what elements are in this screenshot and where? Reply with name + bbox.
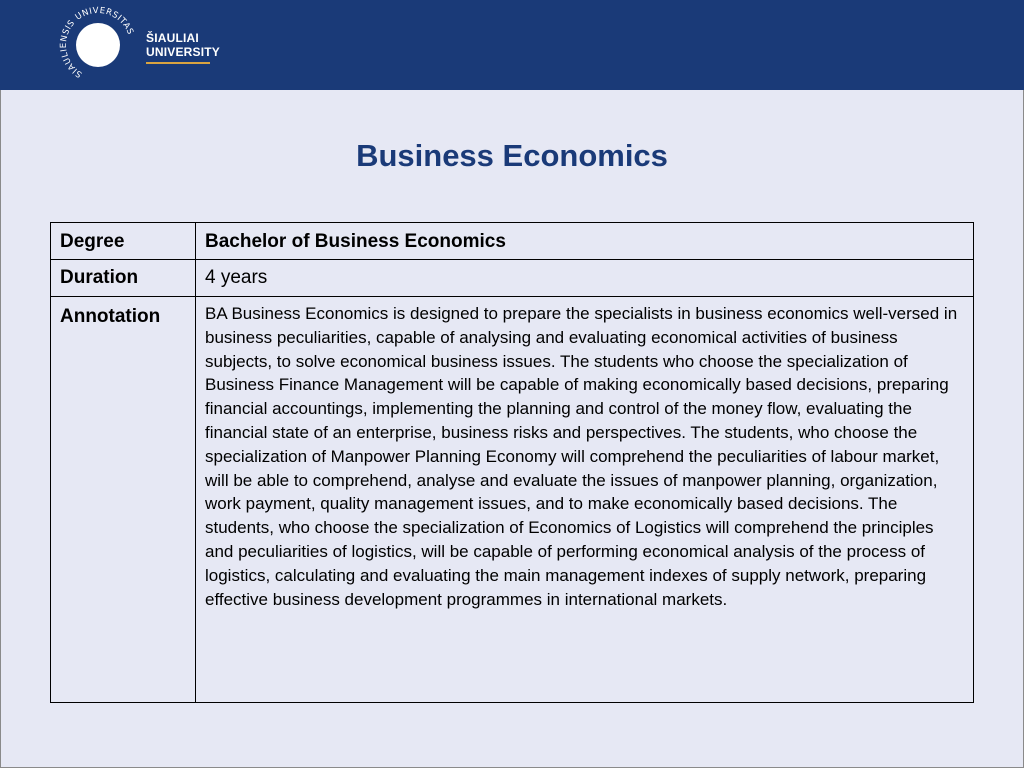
university-name-line2: UNIVERSITY [146, 45, 221, 59]
program-info-table [50, 222, 974, 703]
university-name [146, 31, 220, 59]
degree-label: Degree [51, 223, 196, 260]
header-banner [0, 0, 1024, 90]
duration-value: 4 years [196, 260, 974, 297]
annotation-value: BA Business Economics is designed to prepare the specialists in business economics well-versed in business peculiarities, capable of analysing and evaluating economical activities of business subjects, to solve economical business issues. The students who choose the specialization of Business Finance Management will be capable of making economically based decisions, preparing financial accountings, implementing the planning and control of the money flow, evaluating the financial state of an enterprise, business risks and perspectives. The students, who choose the specialization of Manpower Planning Economy will comprehend the peculiarities of labour market, will be able to comprehend, analyse and evaluate the issues of manpower planning, organization, work payment, quality management issues, and to make economically based decisions. The students, who choose the specialization of Economics of Logistics will comprehend the principles and peculiarities of logistics, will be capable of performing economical analysis of the process of logistics, calculating and evaluating the main management indexes of supply network, preparing effective business development programmes in international markets. [196, 297, 974, 703]
annotation-label: Annotation [51, 297, 196, 703]
university-logo [56, 5, 221, 85]
table-row-annotation [51, 297, 974, 703]
table-row-degree [51, 223, 974, 260]
degree-value: Bachelor of Business Economics [196, 223, 974, 260]
table-row-duration [51, 260, 974, 297]
seal-text: SIAULIENSIS UNIVERSITAS [58, 5, 136, 79]
duration-label: Duration [51, 260, 196, 297]
university-name-line1: ŠIAULIAI [146, 31, 199, 45]
page-title: Business Economics [356, 138, 668, 173]
sun-seal-icon [56, 5, 140, 85]
logo-underline [146, 62, 210, 64]
